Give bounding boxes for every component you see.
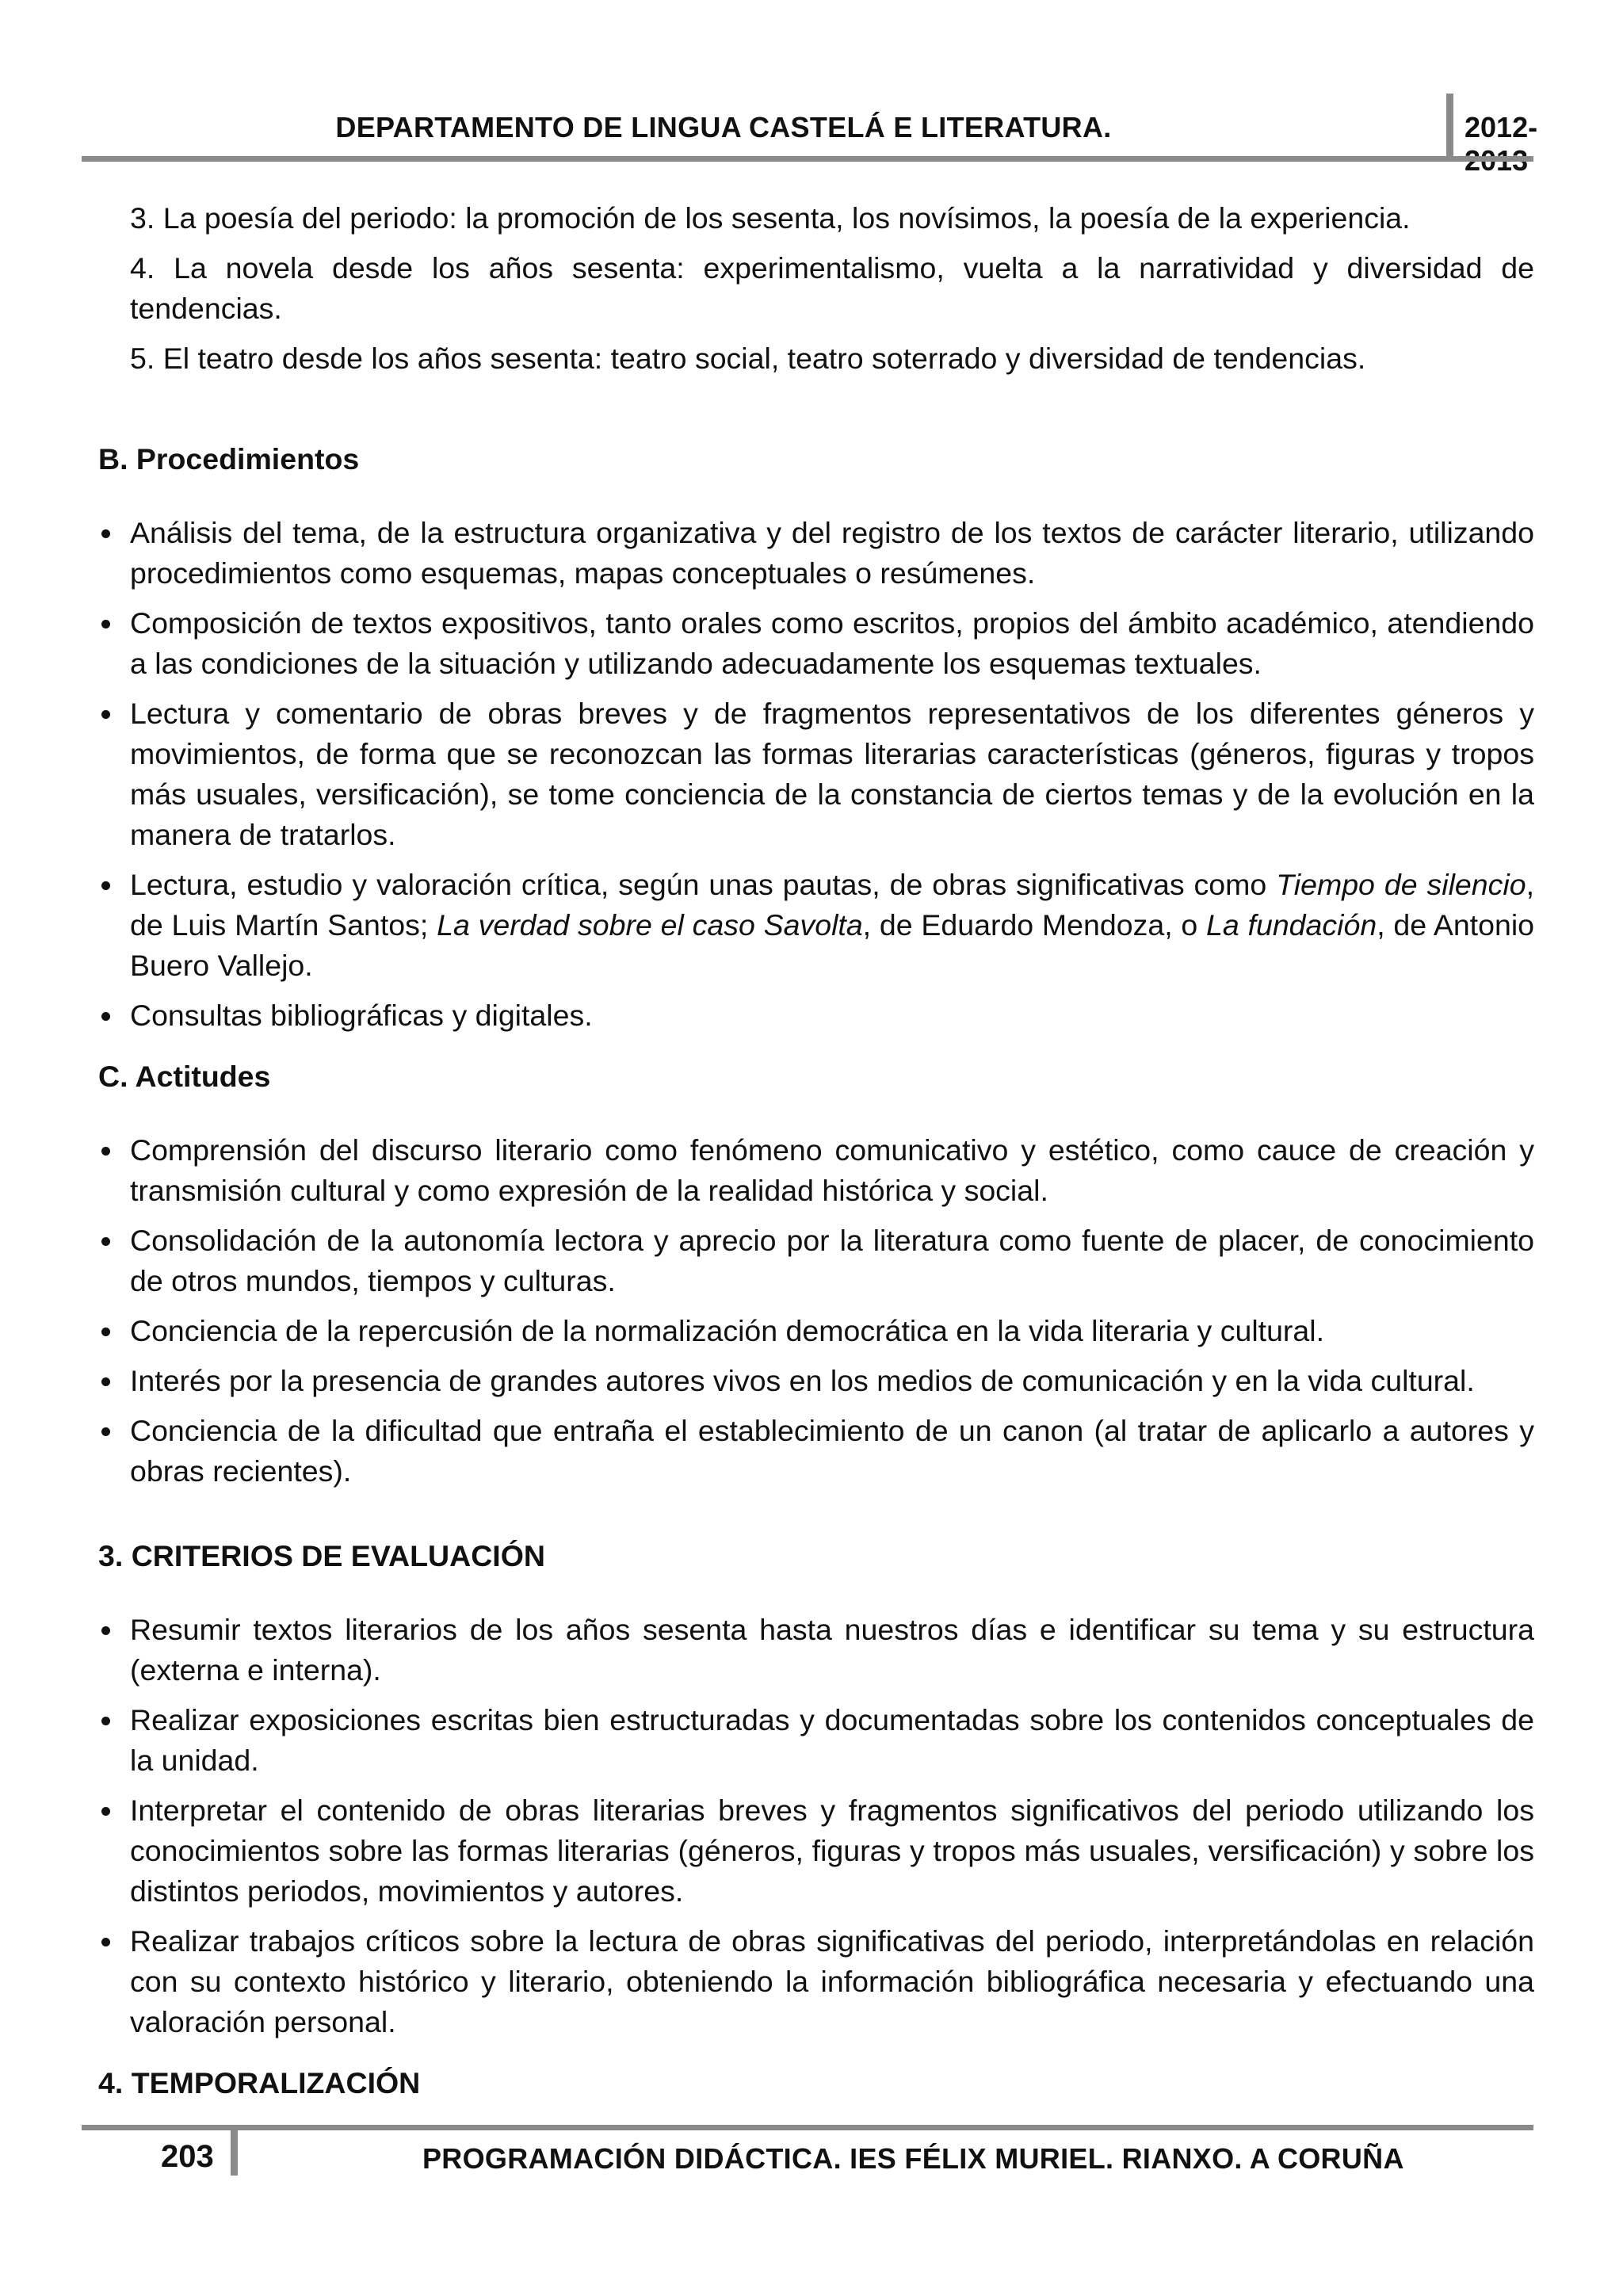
footer-rule [82,2125,1533,2130]
actitudes-list [98,1130,1534,1492]
procedimientos-list [98,513,1534,1036]
list-item [98,693,1534,855]
page-content [98,198,1534,2103]
list-item [98,1610,1534,1690]
bullet-icon [101,529,110,538]
bullet-icon [101,1377,110,1386]
list-item-text: Interpretar el contenido de obras literarias breves y fragmentos significativos del periodo utilizando los conocimientos sobre las formas literarias (géneros, figuras y tropos más usuales, versificación) y sobre los distintos periodos, movimientos y autores. [130,1794,1534,1908]
temporalizacion-heading: 4. TEMPORALIZACIÓN [98,2066,421,2099]
page-footer [82,2125,1533,2180]
list-item [98,1221,1534,1301]
list-item-text: Consolidación de la autonomía lectora y aprecio por la literatura como fuente de placer, de conocimiento de otros mundos, tiempos y culturas. [130,1224,1534,1297]
numbered-item: 5. El teatro desde los años sesenta: teatro social, teatro soterrado y diversidad de tendencias. [130,342,1366,375]
list-item [98,513,1534,594]
bullet-icon [101,1717,110,1725]
criterios-list [98,1610,1534,2042]
list-item-text: Realizar trabajos críticos sobre la lectura de obras significativas del periodo, interpretándolas en relación con su contexto histórico y literario, obteniendo la información bibliográfica necesaria y efectuando una valoración personal. [130,1924,1534,2038]
header-title: DEPARTAMENTO DE LINGUA CASTELÁ E LITERATURA. [335,111,1112,143]
bullet-icon [101,1427,110,1436]
list-item [98,1361,1534,1401]
header-year: 2012- [1465,111,1538,143]
list-item-text: Lectura, estudio y valoración crítica, según unas pautas, de obras significativas como Tiempo de silencio, de Luis Martín Santos; La verdad sobre el caso Savolta, de Eduardo Mendoza, o La fundación, de Antonio Buero Vallejo. [130,868,1535,982]
list-item [98,1700,1534,1781]
actitudes-heading: C. Actitudes [98,1060,271,1093]
list-item-text: Conciencia de la repercusión de la normalización democrática en la vida literaria y cultural. [130,1314,1325,1347]
bullet-icon [101,1237,110,1246]
bullet-icon [101,881,110,890]
header-rule [82,156,1533,162]
list-item-text: Análisis del tema, de la estructura organizativa y del registro de los textos de carácter literario, utilizando procedimientos como esquemas, mapas conceptuales o resúmenes. [130,516,1534,590]
criterios-heading: 3. CRITERIOS DE EVALUACIÓN [98,1539,545,1572]
list-item-text: Lectura y comentario de obras breves y de fragmentos representativos de los diferentes géneros y movimientos, de forma que se reconozcan las formas literarias características (géneros, figuras y tropos más usuales, versificación), se tome conciencia de la constancia de ciertos temas y de la evolución en la manera de tratarlos. [130,697,1534,851]
bullet-icon [101,1938,110,1946]
bullet-icon [101,1012,110,1021]
bullet-icon [101,710,110,719]
list-item [98,995,1534,1036]
list-item-text: Interés por la presencia de grandes autores vivos en los medios de comunicación y en la vida cultural. [130,1364,1475,1397]
bullet-icon [101,1147,110,1156]
procedimientos-heading: B. Procedimientos [98,442,360,476]
list-item [98,1921,1534,2042]
bullet-icon [101,620,110,628]
book-title: La fundación [1206,908,1377,942]
list-item-text: Resumir textos literarios de los años sesenta hasta nuestros días e identificar su tema y su estructura (externa e interna). [130,1613,1534,1687]
list-item-text: Conciencia de la dificultad que entraña el establecimiento de un canon (al tratar de aplicarlo a autores y obras recientes). [130,1414,1534,1488]
list-item-text: Comprensión del discurso literario como fenómeno comunicativo y estético, como cauce de creación y transmisión cultural y como expresión de la realidad histórica y social. [130,1133,1534,1207]
list-item [98,1411,1534,1492]
book-title: La verdad sobre el caso Savolta [437,908,863,942]
list-item-text: Consultas bibliográficas y digitales. [130,999,593,1032]
footer-separator [231,2125,238,2176]
bullet-icon [101,1328,110,1336]
bullet-icon [101,1626,110,1635]
bullet-icon [101,1807,110,1816]
numbered-item: 4. La novela desde los años sesenta: experimentalismo, vuelta a la narratividad y diversidad de tendencias. [130,251,1534,325]
list-item [98,1130,1534,1211]
list-item [98,865,1534,986]
page-header [82,94,1538,162]
numbered-item: 3. La poesía del periodo: la promoción de los sesenta, los novísimos, la poesía de la experiencia. [130,201,1411,235]
book-title: Tiempo de silencio [1276,868,1526,901]
list-item [98,1311,1534,1351]
footer-text: PROGRAMACIÓN DIDÁCTICA. IES FÉLIX MURIEL. RIANXO. A CORUÑA [422,2142,1404,2175]
list-item-text: Realizar exposiciones escritas bien estructuradas y documentadas sobre los contenidos conceptuales de la unidad. [130,1703,1534,1777]
header-separator [1446,94,1453,162]
page-number: 203 [161,2139,214,2174]
list-item [98,603,1534,684]
list-item [98,1790,1534,1912]
list-item-text: Composición de textos expositivos, tanto orales como escritos, propios del ámbito académico, atendiendo a las condiciones de la situación y utilizando adecuadamente los esquemas textuales. [130,606,1534,680]
